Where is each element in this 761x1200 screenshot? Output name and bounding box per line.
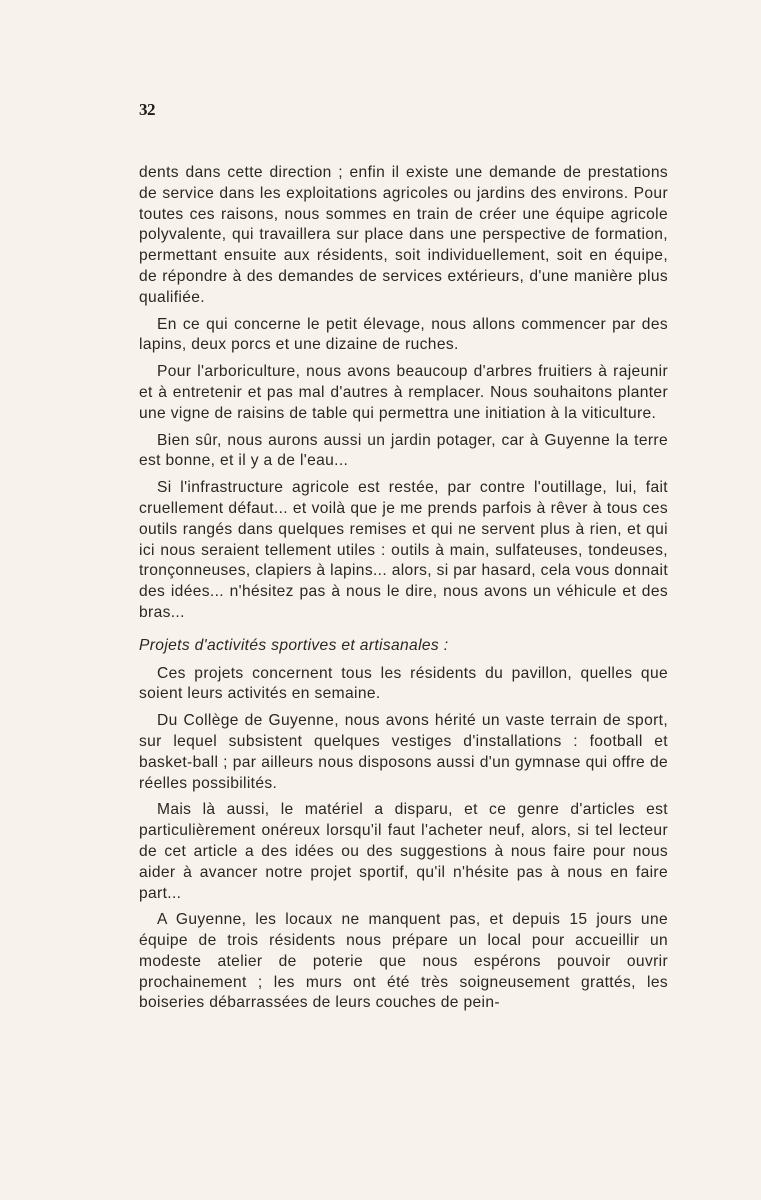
paragraph-materiel: Mais là aussi, le matériel a disparu, et ce genre d'articles est particulièrement onéreux lorsqu'il faut l'acheter neuf, alors, si tel lecteur de cet article a des idées ou des suggestions à nous faire pour nous aider à avancer notre projet sportif, qu'il n'hésite pas à nous en faire part... <box>139 801 668 902</box>
paragraph-terrain-de-sport: Du Collège de Guyenne, nous avons hérité un vaste terrain de sport, sur lequel subsistent quelques vestiges d'installations : football et basket-ball ; par ailleurs nous disposons aussi d'un gymnase qui offre de réelles possibilités. <box>139 712 668 792</box>
paragraph-arboriculture: Pour l'arboriculture, nous avons beaucoup d'arbres fruitiers à rajeunir et à entretenir et pas mal d'autres à remplacer. Nous souhaitons planter une vigne de raisins de table qui permettra une initiation à la viticulture. <box>139 363 668 422</box>
page-number: 32 <box>139 100 155 119</box>
paragraph-jardin-potager: Bien sûr, nous aurons aussi un jardin potager, car à Guyenne la terre est bonne, et il y a de l'eau... <box>139 431 668 470</box>
section-heading: Projets d'activités sportives et artisanales : <box>139 636 449 654</box>
paragraph-outillage: Si l'infrastructure agricole est restée, par contre l'outillage, lui, fait cruellement défaut... et voilà que je me prends parfois à rêver à tous ces outils rangés dans quelques remises et qui ne servent plus à rien, et qui ici nous seraient tellement utiles : outils à main, sulfateuses, tondeuses, tronçonneuses, clapiers à lapins... alors, si par hasard, cela vous donnait des idées... n'hésitez pas à nous le dire, nous avons un véhicule et des bras... <box>139 479 668 621</box>
paragraph-atelier-poterie: A Guyenne, les locaux ne manquent pas, et depuis 15 jours une équipe de trois résidents nous prépare un local pour accueillir un modeste atelier de poterie que nous espérons pouvoir ouvrir prochainement ; les murs ont été très soigneusement grattés, les boiseries débarrassées de leurs couches de pein- <box>139 911 668 1012</box>
paragraph-petit-elevage: En ce qui concerne le petit élevage, nous allons commencer par des lapins, deux porcs et une dizaine de ruches. <box>139 315 668 354</box>
paragraph-projets: Ces projets concernent tous les résidents du pavillon, quelles que soient leurs activités en semaine. <box>139 664 668 703</box>
paragraph-continuation: dents dans cette direction ; enfin il existe une demande de prestations de service dans les exploitations agricoles ou jardins des environs. Pour toutes ces raisons, nous sommes en train de créer une équipe agricole polyvalente, qui travaillera sur place dans une perspective de formation, permettant ensuite aux résidents, soit individuellement, soit en équipe, de répondre à des demandes de services extérieurs, d'une manière plus qualifiée. <box>139 164 668 306</box>
article-body <box>139 163 668 1020</box>
